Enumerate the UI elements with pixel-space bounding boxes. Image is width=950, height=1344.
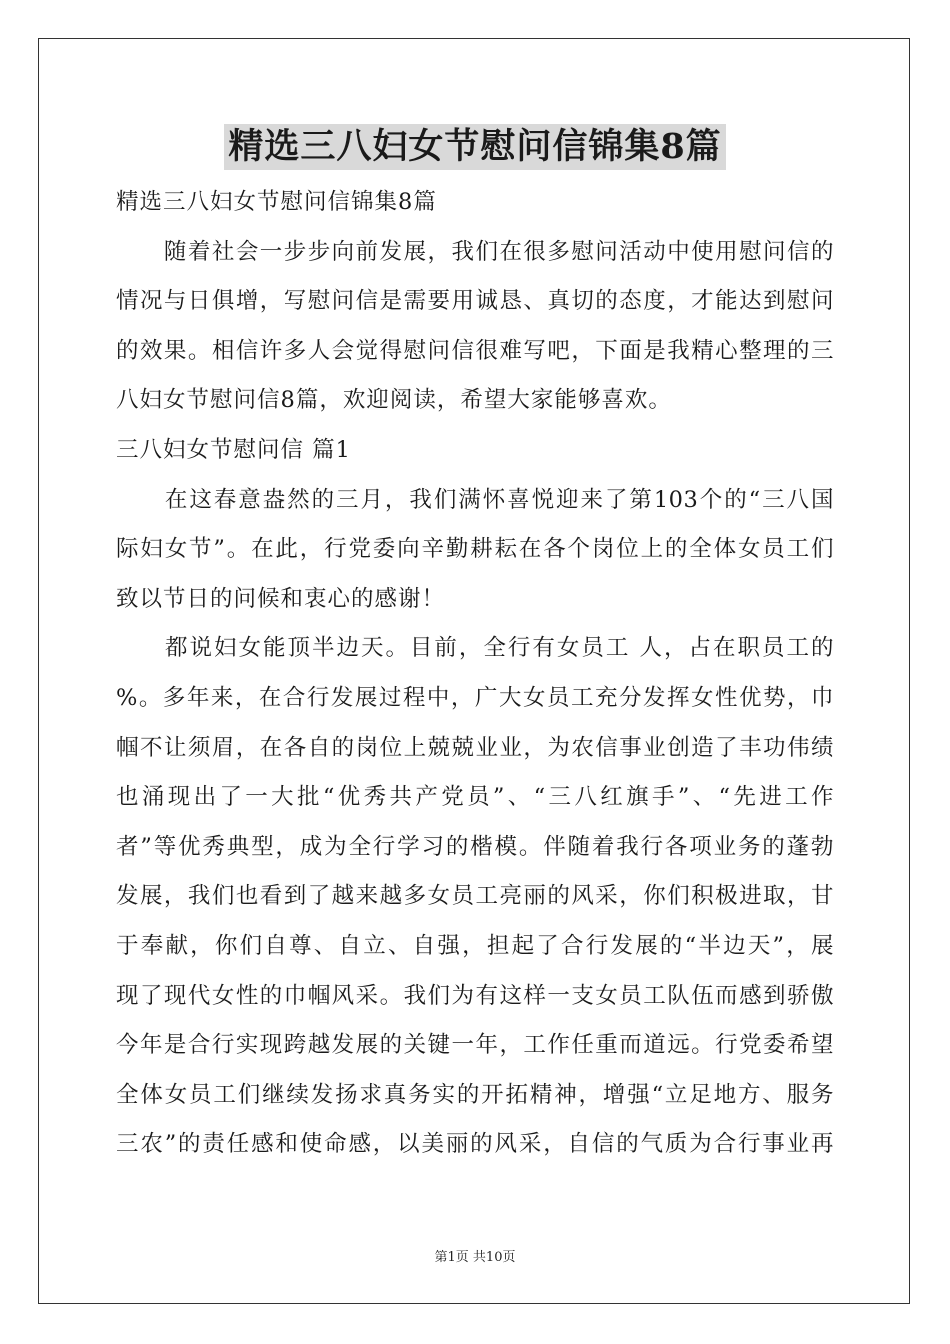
text-line: 际妇女节”。在此，行党委向辛勤耕耘在各个岗位上的全体女员工们: [116, 536, 834, 563]
text-line: 都说妇女能顶半边天。目前，全行有女员工 人，占在职员工的: [116, 635, 834, 662]
text-line: 的效果。相信许多人会觉得慰问信很难写吧，下面是我精心整理的三: [116, 337, 834, 364]
text-line: 精选三八妇女节慰问信锦集8篇: [116, 189, 437, 215]
text-line: 随着社会一步步向前发展，我们在很多慰问活动中使用慰问信的: [116, 238, 834, 265]
text-line: 帼不让须眉，在各自的岗位上兢兢业业，为农信事业创造了丰功伟绩: [116, 734, 834, 761]
text-line: 致以节日的问候和衷心的感谢！: [116, 585, 446, 612]
text-line: 八妇女节慰问信8篇，欢迎阅读，希望大家能够喜欢。: [116, 387, 672, 414]
text-line: 在这春意盎然的三月，我们满怀喜悦迎来了第103个的“三八国: [116, 486, 834, 513]
text-line: 今年是合行实现跨越发展的关键一年，工作任重而道远。行党委希望: [116, 1032, 834, 1059]
document-title: 精选三八妇女节慰问信锦集8篇: [224, 124, 725, 170]
text-line: 者”等优秀典型，成为全行学习的楷模。伴随着我行各项业务的蓬勃: [116, 833, 834, 860]
page-footer: 第1页 共10页: [434, 1250, 516, 1265]
text-line: 情况与日俱增，写慰问信是需要用诚恳、真切的态度，才能达到慰问: [116, 288, 834, 315]
text-line: 也涌现出了一大批“优秀共产党员”、“三八红旗手”、“先进工作: [116, 784, 834, 811]
text-line: 于奉献，你们自尊、自立、自强，担起了合行发展的“半边天”，展: [116, 932, 834, 959]
text-line: %。多年来，在合行发展过程中，广大女员工充分发挥女性优势，巾: [116, 684, 834, 711]
text-line: 发展，我们也看到了越来越多女员工亮丽的风采，你们积极进取，甘: [116, 883, 834, 910]
text-line: 三八妇女节慰问信 篇1: [116, 436, 351, 463]
text-line: 现了现代女性的巾帼风采。我们为有这样一支女员工队伍而感到骄傲: [116, 982, 834, 1009]
text-line: 全体女员工们继续发扬求真务实的开拓精神，增强“立足地方、服务: [116, 1081, 834, 1108]
text-line: 三农”的责任感和使命感，以美丽的风采，自信的气质为合行事业再: [116, 1131, 834, 1158]
title-container: [0, 124, 950, 170]
document-body: [116, 178, 834, 1170]
